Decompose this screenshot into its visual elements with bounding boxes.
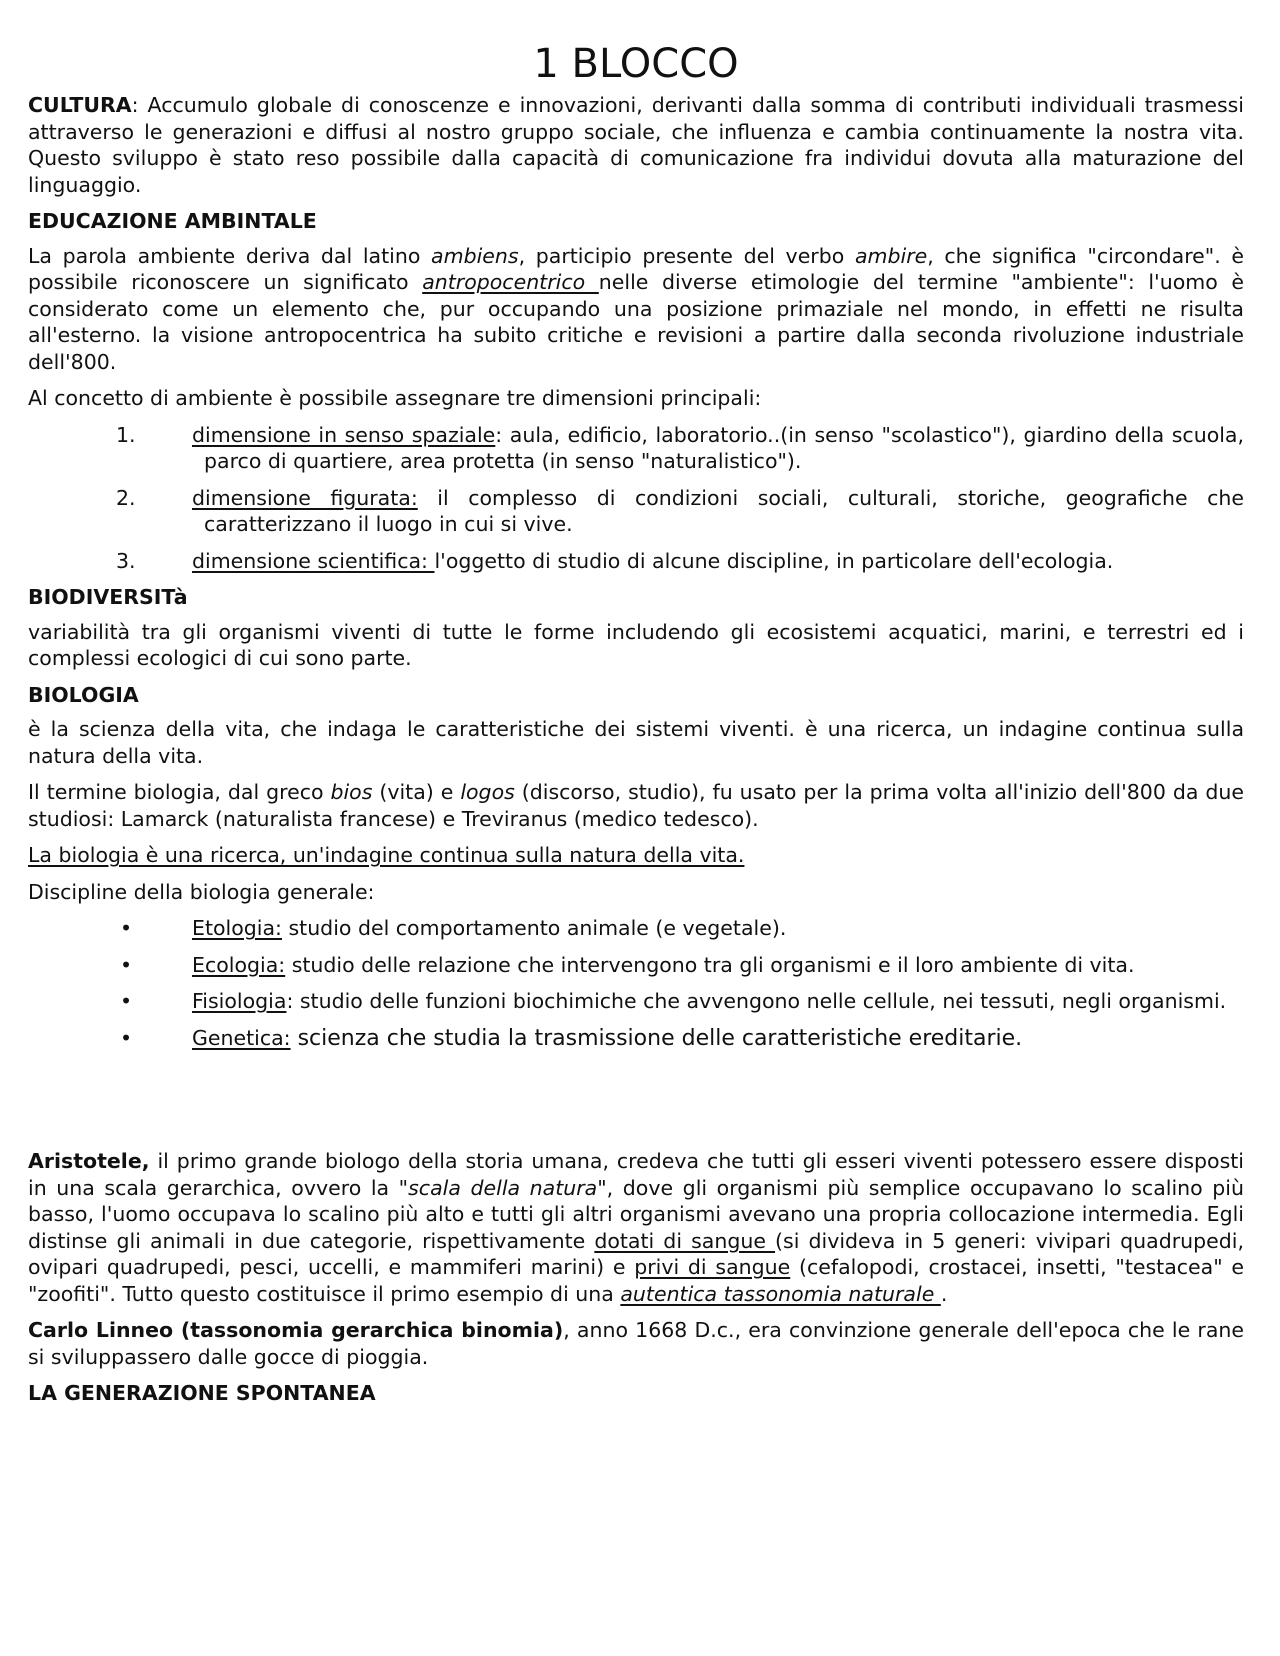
dimensioni-list bbox=[28, 422, 1244, 575]
educazione-paragraph-1 bbox=[28, 243, 1244, 376]
blank-space bbox=[28, 1062, 1244, 1148]
list-item-label: dimensione scientifica: bbox=[192, 548, 435, 573]
list-marker: 2. bbox=[116, 485, 136, 510]
list-item-label: Ecologia: bbox=[192, 952, 286, 977]
list-item bbox=[116, 915, 1244, 942]
list-item bbox=[116, 548, 1244, 575]
list-item-text: : studio delle funzioni biochimiche che avvengono nelle cellule, nei tessuti, negli organismi. bbox=[286, 989, 1227, 1013]
underlined-run: dotati di sangue bbox=[594, 1228, 776, 1253]
list-item-text: studio delle relazione che intervengono tra gli organismi e il loro ambiente di vita. bbox=[285, 952, 1135, 977]
list-item bbox=[116, 485, 1244, 538]
list-marker: 3. bbox=[116, 548, 136, 573]
text-run: (si divideva in 5 generi: vivipari quadrupedi, ovipari quadrupedi, pesci, uccelli, e mammiferi marini) e bbox=[28, 1228, 1244, 1279]
list-item-text: il complesso di condizioni sociali, culturali, storiche, geografiche che caratterizzano il luogo in cui si vive. bbox=[204, 485, 1244, 536]
text-run: La parola ambiente deriva dal latino bbox=[28, 243, 432, 268]
text-run: (vita) e bbox=[372, 780, 461, 804]
biodiversita-heading: BIODIVERSITà bbox=[28, 585, 188, 609]
linneo-name: Carlo Linneo (tassonomia gerarchica binomia) bbox=[28, 1318, 564, 1342]
bullet-icon: • bbox=[120, 916, 133, 940]
bullet-icon: • bbox=[120, 1025, 133, 1050]
biologia-paragraph-1: è la scienza della vita, che indaga le caratteristiche dei sistemi viventi. è una ricerca, un indagine continua sulla natura della vita. bbox=[28, 717, 1244, 768]
biodiversita-paragraph: variabilità tra gli organismi viventi di tutte le forme includendo gli ecosistemi acquatici, marini, e terrestri ed i complessi ecologici di cui sono parte. bbox=[28, 619, 1244, 670]
biologia-paragraph-3 bbox=[28, 842, 1244, 869]
text-run: il primo grande biologo della storia umana, credeva che tutti gli esseri viventi potessero essere disposti in una scala gerarchica, ovvero la " bbox=[28, 1149, 1244, 1200]
underlined-italic-run: antropocentrico bbox=[422, 270, 599, 294]
list-item bbox=[116, 952, 1244, 979]
text-run: , che significa "circondare". è possibile riconoscere un significato bbox=[28, 243, 1245, 294]
bullet-icon: • bbox=[120, 989, 133, 1013]
linneo-paragraph bbox=[28, 1317, 1244, 1370]
text-run: nelle diverse etimologie del termine "ambiente": l'uomo è considerato come un elemento che, pur occupando una posizione primaziale nel mondo, in effetti ne risulta all'esterno. la visione antropocentrica ha subito critiche e revisioni a partire dalla seconda rivoluzione industriale dell'800. bbox=[28, 270, 1244, 374]
italic-run: scala della natura bbox=[408, 1175, 598, 1200]
underlined-run: La biologia è una ricerca, un'indagine continua sulla natura della vita. bbox=[28, 843, 745, 867]
biologia-paragraph-2 bbox=[28, 779, 1244, 832]
list-item-text: l'oggetto di studio di alcune discipline, in particolare dell'ecologia. bbox=[434, 548, 1114, 573]
list-item-label: dimensione in senso spaziale bbox=[192, 422, 496, 447]
list-item-text: : aula, edificio, laboratorio..(in senso "scolastico"), giardino della scuola, parco di quartiere, area protetta (in senso "naturalistico"). bbox=[204, 422, 1245, 473]
educazione-heading: EDUCAZIONE AMBINTALE bbox=[28, 209, 317, 233]
aristotele-name: Aristotele, bbox=[28, 1149, 150, 1173]
bullet-icon: • bbox=[120, 952, 133, 977]
italic-run: logos bbox=[460, 780, 515, 804]
list-item bbox=[116, 422, 1244, 475]
discipline-list bbox=[28, 915, 1244, 1052]
list-item-text: scienza che studia la trasmissione delle caratteristiche ereditarie. bbox=[290, 1025, 1023, 1051]
italic-run: bios bbox=[330, 780, 373, 804]
generazione-heading: LA GENERAZIONE SPONTANEA bbox=[28, 1381, 376, 1405]
biologia-heading: BIOLOGIA bbox=[28, 682, 139, 707]
educazione-paragraph-2: Al concetto di ambiente è possibile assegnare tre dimensioni principali: bbox=[28, 386, 762, 410]
cultura-term: CULTURA bbox=[28, 93, 132, 117]
list-item-text: studio del comportamento animale (e vegetale). bbox=[281, 916, 787, 940]
text-run: (discorso, studio), fu usato per la prima volta all'inizio dell'800 da due studiosi: Lamarck (naturalista francese) e Treviranus (medico tedesco). bbox=[28, 780, 1244, 831]
text-run: (cefalopodi, crostacei, insetti, "testacea" e "zoofiti". Tutto questo costituisce il primo esempio di una bbox=[28, 1255, 1244, 1306]
list-item-label: dimensione figurata: bbox=[192, 485, 418, 510]
underlined-run: privi di sangue bbox=[634, 1255, 791, 1279]
italic-run: ambiens bbox=[431, 243, 519, 268]
list-item-label: Genetica: bbox=[192, 1025, 291, 1050]
text-run: Il termine biologia, dal greco bbox=[28, 780, 331, 804]
list-marker: 1. bbox=[116, 422, 136, 447]
page-title: 1 BLOCCO bbox=[533, 41, 739, 87]
list-item bbox=[116, 1025, 1244, 1053]
aristotele-paragraph bbox=[28, 1148, 1244, 1307]
text-run: ", dove gli organismi più semplice occupavano lo scalino più basso, l'uomo occupava lo scalino più alto e tutti gli altri organismi avevano una propria collocazione intermedia. Egli distinse gli animali in due categorie, rispettivamente bbox=[28, 1175, 1244, 1253]
list-item-label: Fisiologia bbox=[192, 989, 287, 1013]
cultura-paragraph bbox=[28, 92, 1244, 198]
underlined-italic-run: autentica tassonomia naturale bbox=[620, 1281, 941, 1306]
italic-run: ambire bbox=[854, 243, 928, 268]
list-item bbox=[116, 988, 1244, 1015]
list-item-label: Etologia: bbox=[192, 916, 282, 940]
text-run: , participio presente del verbo bbox=[518, 243, 855, 268]
text-run: , anno 1668 D.c., era convinzione generale dell'epoca che le rane si sviluppassero dalle gocce di pioggia. bbox=[28, 1318, 1244, 1369]
biologia-paragraph-4: Discipline della biologia generale: bbox=[28, 879, 375, 904]
text-run: . bbox=[940, 1281, 948, 1306]
cultura-text: : Accumulo globale di conoscenze e innovazioni, derivanti dalla somma di contributi individuali trasmessi attraverso le generazioni e diffusi al nostro gruppo sociale, che influenza e cambia continuamente la nostra vita. Questo sviluppo è stato reso possibile dalla capacità di comunicazione fra individui dovuta alla maturazione del linguaggio. bbox=[28, 93, 1244, 197]
